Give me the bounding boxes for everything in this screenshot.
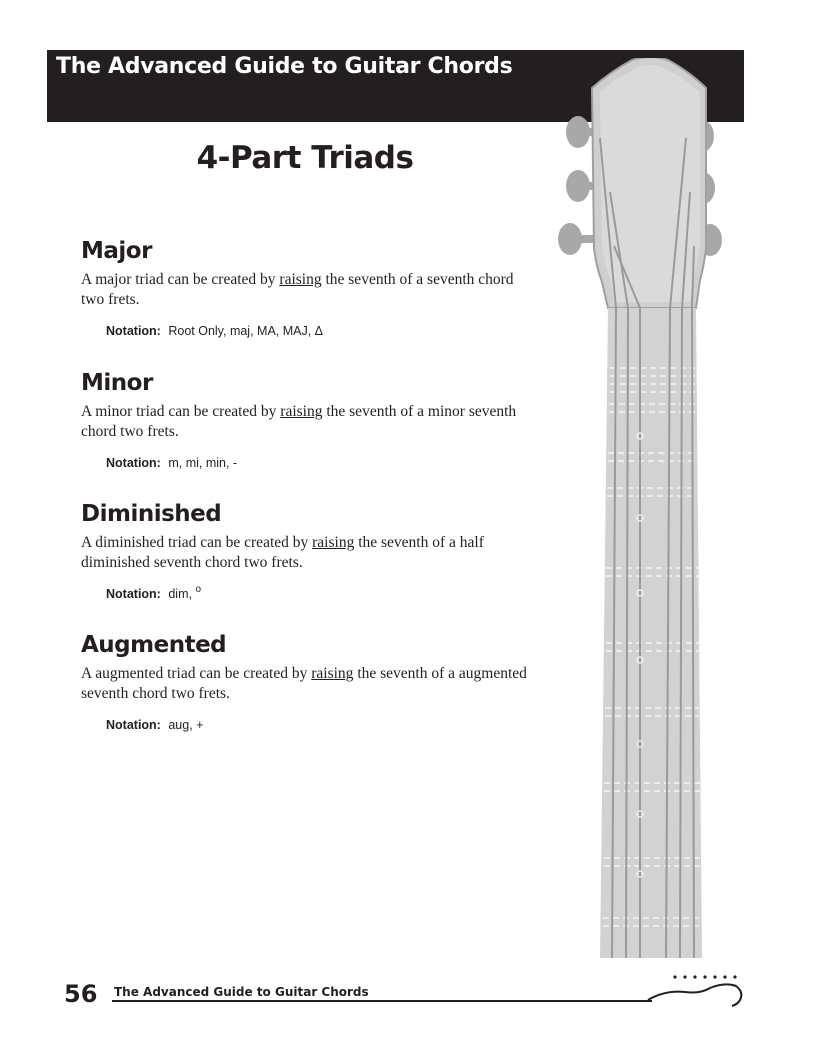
body-text: the seventh of a augmented seventh chord two frets. (81, 665, 527, 702)
underlined-word: raising (312, 534, 355, 551)
section-body (81, 664, 531, 704)
footer-title: The Advanced Guide to Guitar Chords (114, 985, 369, 999)
underlined-word: raising (279, 271, 322, 288)
section-heading: Minor (81, 370, 153, 396)
swoosh-curve (648, 984, 741, 1006)
section-heading: Diminished (81, 501, 222, 527)
body-text: A minor triad can be created by (81, 403, 281, 420)
notation-label: Notation: (106, 456, 161, 470)
section-heading: Augmented (81, 632, 227, 658)
guitar-neck-illustration (550, 58, 750, 963)
section-heading: Major (81, 238, 152, 264)
notation-label: Notation: (106, 587, 161, 601)
section-augmented (81, 630, 531, 732)
swoosh-dots (673, 975, 736, 978)
degree-symbol: o (195, 584, 202, 595)
notation-line (106, 718, 531, 732)
footer-rule (112, 1000, 652, 1002)
body-text: the seventh of a minor seventh chord two frets. (81, 403, 517, 440)
section-diminished (81, 499, 531, 601)
notation-value: dim, (168, 587, 192, 601)
notation-line (106, 324, 531, 338)
underlined-word: raising (311, 665, 354, 682)
page-number: 56 (64, 980, 98, 1008)
section-body (81, 533, 531, 573)
body-text: A augmented triad can be created by (81, 665, 312, 682)
section-body (81, 402, 531, 442)
notation-line (106, 456, 531, 470)
body-text: the seventh of a half diminished seventh chord two frets. (81, 534, 484, 571)
section-body (81, 270, 531, 310)
underlined-word: raising (280, 403, 323, 420)
section-minor (81, 368, 531, 470)
body-text: A major triad can be created by (81, 271, 280, 288)
notation-label: Notation: (106, 718, 161, 732)
notation-value: Root Only, maj, MA, MAJ, Δ (168, 324, 324, 338)
page-title: 4-Part Triads (196, 140, 414, 176)
footer-guitar-swoosh (640, 970, 750, 1010)
notation-label: Notation: (106, 324, 161, 338)
notation-line (106, 584, 531, 601)
notation-value: aug, + (168, 718, 204, 732)
notation-value: m, mi, min, - (168, 456, 238, 470)
body-text: the seventh of a seventh chord two frets. (81, 271, 514, 308)
header-title: The Advanced Guide to Guitar Chords (56, 54, 513, 79)
section-major (81, 236, 531, 338)
body-text: A diminished triad can be created by (81, 534, 313, 551)
